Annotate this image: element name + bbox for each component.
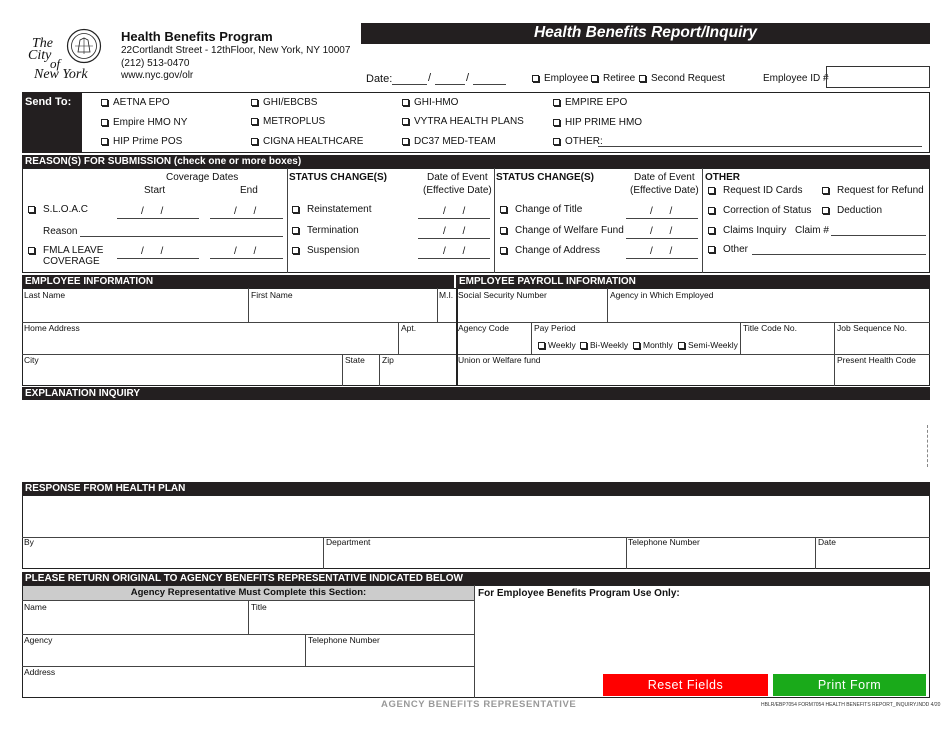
date-sep-1: / bbox=[428, 72, 432, 84]
other-reason-line bbox=[752, 254, 926, 255]
plan-empire-hmo-ny[interactable]: Empire HMO NY bbox=[101, 117, 187, 129]
checkbox-icon bbox=[822, 207, 829, 214]
suspension-checkbox[interactable]: Suspension bbox=[292, 245, 359, 257]
logo-new-york: New York bbox=[34, 67, 88, 82]
pay-monthly-checkbox[interactable]: Monthly bbox=[633, 341, 673, 351]
other-reason-checkbox[interactable]: Other bbox=[708, 244, 748, 256]
state-label: State bbox=[345, 355, 365, 365]
checkbox-icon bbox=[538, 342, 545, 349]
checkbox-icon bbox=[101, 99, 108, 106]
pay-col-job bbox=[834, 322, 835, 386]
fmla-end-slashes: / / bbox=[234, 246, 257, 257]
checkbox-icon bbox=[251, 138, 258, 145]
response-row bbox=[22, 537, 930, 538]
employee-id-label: Employee ID # bbox=[763, 73, 829, 84]
date-input[interactable] bbox=[392, 72, 507, 85]
first-name-label: First Name bbox=[251, 290, 293, 300]
plan-other[interactable]: OTHER: bbox=[553, 136, 603, 148]
checkbox-icon bbox=[292, 247, 299, 254]
plan-empire-epo[interactable]: EMPIRE EPO bbox=[553, 97, 627, 109]
payroll-header: EMPLOYEE PAYROLL INFORMATION bbox=[456, 275, 930, 288]
reasons-div-1 bbox=[287, 168, 288, 273]
plan-hip-prime-hmo[interactable]: HIP PRIME HMO bbox=[553, 117, 642, 129]
reset-fields-button[interactable]: Reset Fields bbox=[603, 674, 768, 696]
correction-checkbox[interactable]: Correction of Status bbox=[708, 205, 811, 217]
checkbox-icon bbox=[292, 206, 299, 213]
last-name-input[interactable] bbox=[24, 304, 244, 320]
checkbox-icon bbox=[532, 75, 539, 82]
pay-semiweekly-checkbox[interactable]: Semi-Weekly bbox=[678, 341, 738, 351]
by-label: By bbox=[24, 537, 34, 547]
termination-checkbox[interactable]: Termination bbox=[292, 225, 359, 237]
union-label: Union or Welfare fund bbox=[458, 355, 541, 365]
plan-ghi-hmo[interactable]: GHI-HMO bbox=[402, 97, 458, 109]
by-input[interactable] bbox=[24, 551, 319, 567]
coverage-dates-label: Coverage Dates bbox=[166, 172, 239, 183]
rep-telephone-input[interactable] bbox=[308, 648, 471, 664]
agency-benefits-rep-footer: AGENCY BENEFITS REPRESENTATIVE bbox=[381, 699, 577, 710]
city-label: City bbox=[24, 355, 39, 365]
claim-no-label: Claim # bbox=[795, 225, 829, 236]
sloac-end-slashes: / / bbox=[234, 206, 257, 217]
plan-other-input[interactable] bbox=[600, 134, 920, 146]
sloac-start-line bbox=[117, 218, 199, 219]
checkbox-icon bbox=[678, 342, 685, 349]
suspension-date-line bbox=[418, 258, 490, 259]
checkbox-icon bbox=[402, 99, 409, 106]
checkbox-icon bbox=[500, 227, 507, 234]
city-input[interactable] bbox=[24, 368, 338, 384]
return-col-main bbox=[474, 585, 475, 698]
request-refund-checkbox[interactable]: Request for Refund bbox=[822, 185, 924, 197]
reasons-header: REASON(S) FOR SUBMISSION (check one or more boxes) bbox=[22, 155, 930, 168]
response-telephone-label: Telephone Number bbox=[628, 537, 700, 547]
rep-title-label: Title bbox=[251, 602, 267, 612]
checkbox-icon bbox=[553, 138, 560, 145]
agency-code-label: Agency Code bbox=[458, 323, 510, 333]
explanation-textarea[interactable] bbox=[23, 401, 927, 480]
request-id-checkbox[interactable]: Request ID Cards bbox=[708, 185, 802, 197]
checkbox-icon bbox=[633, 342, 640, 349]
pay-biweekly-checkbox[interactable]: Bi-Weekly bbox=[580, 341, 628, 351]
pay-col-pay bbox=[531, 322, 532, 354]
ebp-use-heading: For Employee Benefits Program Use Only: bbox=[478, 588, 680, 599]
rep-agency-label: Agency bbox=[24, 635, 53, 645]
checkbox-icon bbox=[553, 99, 560, 106]
zip-label: Zip bbox=[382, 355, 394, 365]
logo-of: of bbox=[50, 56, 61, 71]
last-name-label: Last Name bbox=[24, 290, 66, 300]
change-title-date-line bbox=[626, 218, 698, 219]
reinstatement-date-line bbox=[418, 218, 490, 219]
termination-date: / / bbox=[443, 226, 466, 237]
checkbox-icon bbox=[251, 118, 258, 125]
plan-ghi-ebcbs[interactable]: GHI/EBCBS bbox=[251, 97, 317, 109]
rep-agency-input[interactable] bbox=[24, 648, 302, 664]
plan-vytra[interactable]: VYTRA HEALTH PLANS bbox=[402, 116, 524, 128]
pay-period-label: Pay Period bbox=[534, 323, 576, 333]
start-label: Start bbox=[144, 185, 166, 196]
rep-address-input[interactable] bbox=[24, 680, 471, 696]
checkbox-icon bbox=[402, 138, 409, 145]
ssn-input[interactable] bbox=[459, 304, 604, 320]
emp-col-apt bbox=[398, 322, 399, 354]
checkbox-icon bbox=[580, 342, 587, 349]
send-to-label: Send To: bbox=[25, 96, 72, 108]
claim-no-input[interactable] bbox=[832, 223, 925, 235]
form-title: Health Benefits Report/Inquiry bbox=[533, 24, 758, 41]
ssn-label: Social Security Number bbox=[458, 290, 547, 300]
sloac-start-slashes: / / bbox=[141, 206, 164, 217]
date-event-1: Date of Event bbox=[427, 172, 488, 183]
termination-date-line bbox=[418, 238, 490, 239]
second-request-checkbox[interactable]: Second Request bbox=[639, 73, 725, 85]
response-col-dept bbox=[323, 537, 324, 569]
checkbox-icon bbox=[591, 75, 598, 82]
employee-info-header: EMPLOYEE INFORMATION bbox=[22, 275, 454, 288]
checkbox-icon bbox=[708, 207, 715, 214]
change-address-date-line bbox=[626, 258, 698, 259]
checkbox-icon bbox=[28, 206, 35, 213]
checkbox-icon bbox=[251, 99, 258, 106]
deduction-checkbox[interactable]: Deduction bbox=[822, 205, 882, 217]
job-seq-label: Job Sequence No. bbox=[837, 323, 907, 333]
checkbox-icon bbox=[500, 247, 507, 254]
pay-weekly-checkbox[interactable]: Weekly bbox=[538, 341, 576, 351]
checkbox-icon bbox=[639, 75, 646, 82]
rep-title-input[interactable] bbox=[251, 616, 471, 632]
explanation-header: EXPLANATION INQUIRY bbox=[22, 387, 930, 400]
reason-label: Reason bbox=[43, 226, 78, 237]
response-header: RESPONSE FROM HEALTH PLAN bbox=[22, 482, 930, 495]
emp-col-first bbox=[248, 288, 249, 322]
title-code-label: Title Code No. bbox=[743, 323, 798, 333]
sloac-end-line bbox=[210, 218, 283, 219]
return-row-2 bbox=[22, 634, 474, 635]
agency-rep-heading: Agency Representative Must Complete this Section: bbox=[130, 587, 367, 598]
change-title-date: / / bbox=[650, 206, 673, 217]
return-header: PLEASE RETURN ORIGINAL TO AGENCY BENEFITS REPRESENTATIVE INDICATED BELOW bbox=[22, 572, 930, 585]
claims-inquiry-checkbox[interactable]: Claims Inquiry bbox=[708, 225, 786, 237]
first-name-input[interactable] bbox=[251, 304, 434, 320]
response-col-tel bbox=[626, 537, 627, 569]
logo-the: The bbox=[32, 36, 53, 51]
status-change-heading-1: STATUS CHANGE(S) bbox=[289, 172, 387, 183]
union-input[interactable] bbox=[459, 368, 831, 384]
mi-label: M.I. bbox=[439, 290, 454, 300]
change-welfare-checkbox[interactable]: Change of Welfare Fund bbox=[500, 225, 624, 237]
date-sep-2: / bbox=[466, 72, 470, 84]
print-form-button[interactable]: Print Form bbox=[773, 674, 926, 696]
fmla-line2: COVERAGE bbox=[43, 256, 100, 267]
org-phone: (212) 513-0470 bbox=[121, 58, 190, 69]
home-address-label: Home Address bbox=[24, 323, 80, 333]
rep-address-label: Address bbox=[24, 667, 56, 677]
other-heading: OTHER bbox=[705, 172, 740, 183]
plan-cigna[interactable]: CIGNA HEALTHCARE bbox=[251, 136, 363, 148]
checkbox-icon bbox=[28, 247, 35, 254]
rep-name-input[interactable] bbox=[24, 616, 244, 632]
plan-metroplus[interactable]: METROPLUS bbox=[251, 116, 325, 128]
reinstatement-checkbox[interactable]: Reinstatement bbox=[292, 204, 371, 216]
suspension-date: / / bbox=[443, 246, 466, 257]
retiree-checkbox[interactable]: Retiree bbox=[591, 73, 635, 85]
checkbox-icon bbox=[553, 119, 560, 126]
city-seal-icon bbox=[66, 28, 102, 64]
checkbox-icon bbox=[101, 119, 108, 126]
emp-col-mi bbox=[437, 288, 438, 322]
checkbox-icon bbox=[708, 246, 715, 253]
employee-checkbox[interactable]: Employee bbox=[532, 73, 588, 85]
checkbox-icon bbox=[500, 206, 507, 213]
plan-aetna-epo[interactable]: AETNA EPO bbox=[101, 97, 170, 109]
plan-hip-prime-pos[interactable]: HIP Prime POS bbox=[101, 136, 182, 148]
fmla-checkbox[interactable]: FMLA LEAVE bbox=[28, 245, 103, 257]
agency-employed-input[interactable] bbox=[611, 304, 927, 320]
form-id-footer: HBLR/EBP7054 FORM7054 HEALTH BENEFITS REPORT_INQUIRY.INDD 4/20 bbox=[761, 702, 941, 708]
emp-col-main bbox=[456, 288, 458, 386]
response-col-date bbox=[815, 537, 816, 569]
response-telephone-input[interactable] bbox=[628, 551, 812, 567]
date-event-2: Date of Event bbox=[634, 172, 695, 183]
health-code-label: Present Health Code bbox=[837, 355, 916, 365]
plan-dc37[interactable]: DC37 MED-TEAM bbox=[402, 136, 496, 148]
fmla-start-line bbox=[117, 258, 199, 259]
response-date-label: Date bbox=[818, 537, 836, 547]
emp-col-state bbox=[342, 354, 343, 386]
change-welfare-date: / / bbox=[650, 226, 673, 237]
reason-line bbox=[80, 236, 283, 237]
department-label: Department bbox=[326, 537, 371, 547]
return-row-3 bbox=[22, 666, 474, 667]
sloac-checkbox[interactable]: S.L.O.A.C bbox=[28, 204, 88, 216]
pay-col-agency bbox=[607, 288, 608, 322]
reinstatement-date: / / bbox=[443, 206, 466, 217]
pay-col-title bbox=[740, 322, 741, 354]
end-label: End bbox=[240, 185, 258, 196]
return-col-title bbox=[248, 600, 249, 634]
department-input[interactable] bbox=[326, 551, 623, 567]
org-address: 22Cortlandt Street - 12thFloor, New York, NY 10007 bbox=[121, 45, 351, 56]
checkbox-icon bbox=[292, 227, 299, 234]
agency-employed-label: Agency in Which Employed bbox=[610, 290, 714, 300]
employee-id-field[interactable] bbox=[826, 66, 930, 88]
explanation-edge-marks bbox=[927, 425, 928, 467]
logo-city: City bbox=[28, 48, 52, 63]
checkbox-icon bbox=[708, 187, 715, 194]
change-address-checkbox[interactable]: Change of Address bbox=[500, 245, 600, 257]
effective-2: (Effective Date) bbox=[630, 185, 699, 196]
apt-label: Apt. bbox=[401, 323, 417, 333]
status-change-heading-2: STATUS CHANGE(S) bbox=[496, 172, 594, 183]
change-title-checkbox[interactable]: Change of Title bbox=[500, 204, 582, 216]
return-col-tel bbox=[305, 634, 306, 666]
nyc-logo bbox=[28, 28, 106, 86]
other-reason-input[interactable] bbox=[753, 242, 925, 254]
checkbox-icon bbox=[101, 138, 108, 145]
change-address-date: / / bbox=[650, 246, 673, 257]
plan-other-line bbox=[598, 146, 922, 147]
emp-col-zip bbox=[379, 354, 380, 386]
response-textarea[interactable] bbox=[24, 497, 928, 535]
claim-no-line bbox=[831, 235, 926, 236]
fmla-end-line bbox=[210, 258, 283, 259]
checkbox-icon bbox=[402, 118, 409, 125]
date-label: Date: bbox=[366, 73, 393, 85]
checkbox-icon bbox=[822, 187, 829, 194]
effective-1: (Effective Date) bbox=[423, 185, 492, 196]
rep-telephone-label: Telephone Number bbox=[308, 635, 380, 645]
org-website: www.nyc.gov/olr bbox=[121, 70, 194, 81]
change-welfare-date-line bbox=[626, 238, 698, 239]
fmla-start-slashes: / / bbox=[141, 246, 164, 257]
checkbox-icon bbox=[708, 227, 715, 234]
reasons-div-3 bbox=[702, 168, 703, 273]
response-date-input[interactable] bbox=[818, 551, 926, 567]
rep-name-label: Name bbox=[24, 602, 47, 612]
reasons-div-2 bbox=[494, 168, 495, 273]
org-name: Health Benefits Program bbox=[121, 29, 273, 44]
home-address-input[interactable] bbox=[24, 336, 394, 352]
reason-input[interactable] bbox=[82, 224, 282, 236]
